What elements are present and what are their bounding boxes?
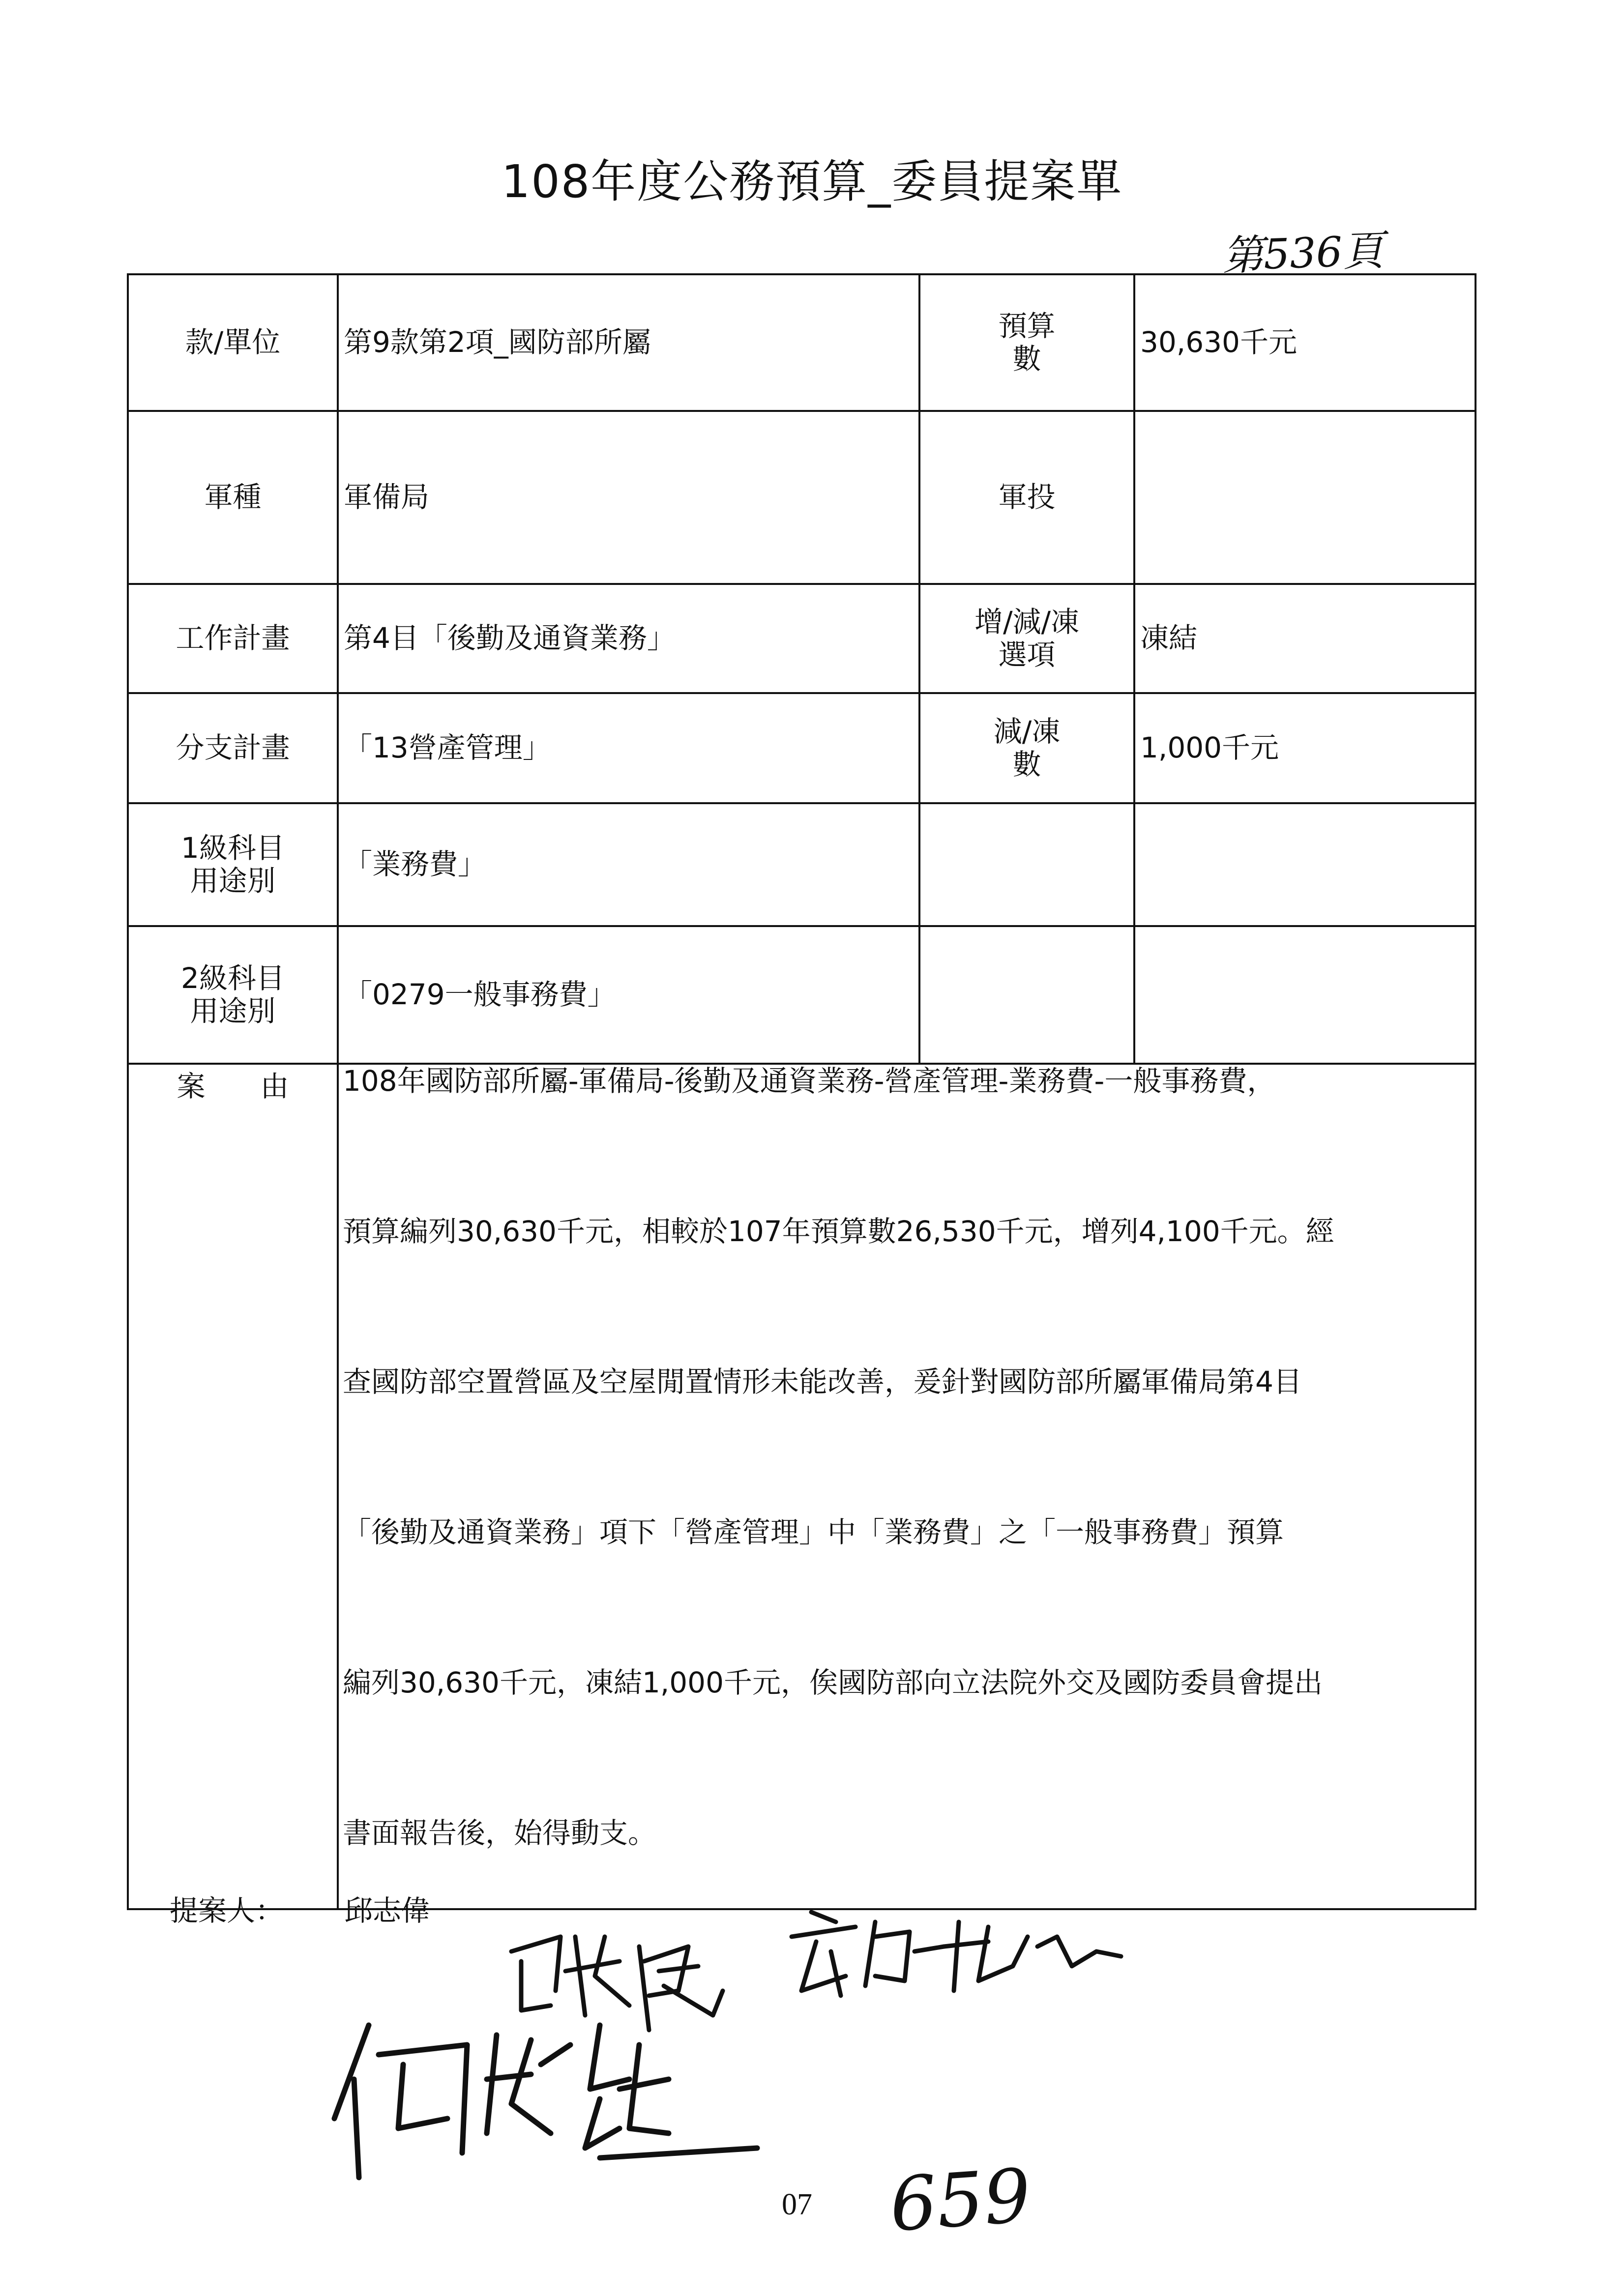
value-branch-plan: 「13營產管理」 (338, 693, 919, 803)
label-unit: 款/單位 (128, 274, 338, 411)
row-branch-plan (128, 693, 1476, 803)
form-title: 108年度公務預算_委員提案單 (501, 155, 1123, 208)
reason-text (338, 1064, 1476, 1909)
proposer-name: 邱志偉 (344, 1894, 430, 1927)
row-service (128, 411, 1476, 584)
proposal-form-table (127, 273, 1476, 1910)
label-service: 軍種 (128, 411, 338, 584)
label-investment: 軍投 (919, 411, 1134, 584)
signature-2 (782, 1892, 1126, 2005)
value-unit: 第9款第2項_國防部所屬 (338, 274, 919, 411)
reason-line: 「後勤及通資業務」項下「營產管理」中「業務費」之「一般事務費」預算 (343, 1515, 1284, 1549)
value-service: 軍備局 (338, 411, 919, 584)
reason-line: 書面報告後，始得動支。 (343, 1816, 657, 1850)
row-unit (128, 274, 1476, 411)
page-number: 07 (782, 2188, 812, 2221)
label-reduce-amount: 減/凍 數 (919, 693, 1134, 803)
row-work-plan (128, 584, 1476, 693)
reason-line: 108年國防部所屬-軍備局-後勤及通資業務-營產管理-業務費-一般事務費， (343, 1064, 1276, 1098)
value-budget: 30,630千元 (1134, 274, 1476, 411)
label-option: 增/減/凍 選項 (919, 584, 1134, 693)
reason-line: 預算編列30,630千元，相較於107年預算數26,530千元，增列4,100千元。經 (343, 1215, 1334, 1248)
value-option: 凍結 (1134, 584, 1476, 693)
empty-cell (1134, 803, 1476, 926)
value-level1-subject: 「業務費」 (338, 803, 919, 926)
proposer-label: 提案人： (170, 1894, 284, 1927)
label-branch-plan: 分支計畫 (128, 693, 338, 803)
value-level2-subject: 「0279一般事務費」 (338, 926, 919, 1064)
label-level2-subject: 2級科目 用途別 (128, 926, 338, 1064)
row-reason (128, 1064, 1476, 1909)
label-level1-subject: 1級科目 用途別 (128, 803, 338, 926)
signature-3 (325, 2005, 792, 2182)
row-level1-subject (128, 803, 1476, 926)
value-reduce-amount: 1,000千元 (1134, 693, 1476, 803)
reason-line: 編列30,630千元，凍結1,000千元，俟國防部向立法院外交及國防委員會提出 (343, 1666, 1323, 1699)
reason-line: 查國防部空置營區及空屋閒置情形未能改善，爰針對國防部所屬軍備局第4目 (343, 1365, 1302, 1398)
handwritten-page-mark: 第536頁 (1221, 226, 1385, 280)
label-budget: 預算 數 (919, 274, 1134, 411)
handwritten-number: 659 (887, 2153, 1034, 2248)
empty-cell (919, 803, 1134, 926)
value-investment (1134, 411, 1476, 584)
label-reason: 案 由 (128, 1064, 338, 1909)
value-work-plan: 第4目「後勤及通資業務」 (338, 584, 919, 693)
label-work-plan: 工作計畫 (128, 584, 338, 693)
